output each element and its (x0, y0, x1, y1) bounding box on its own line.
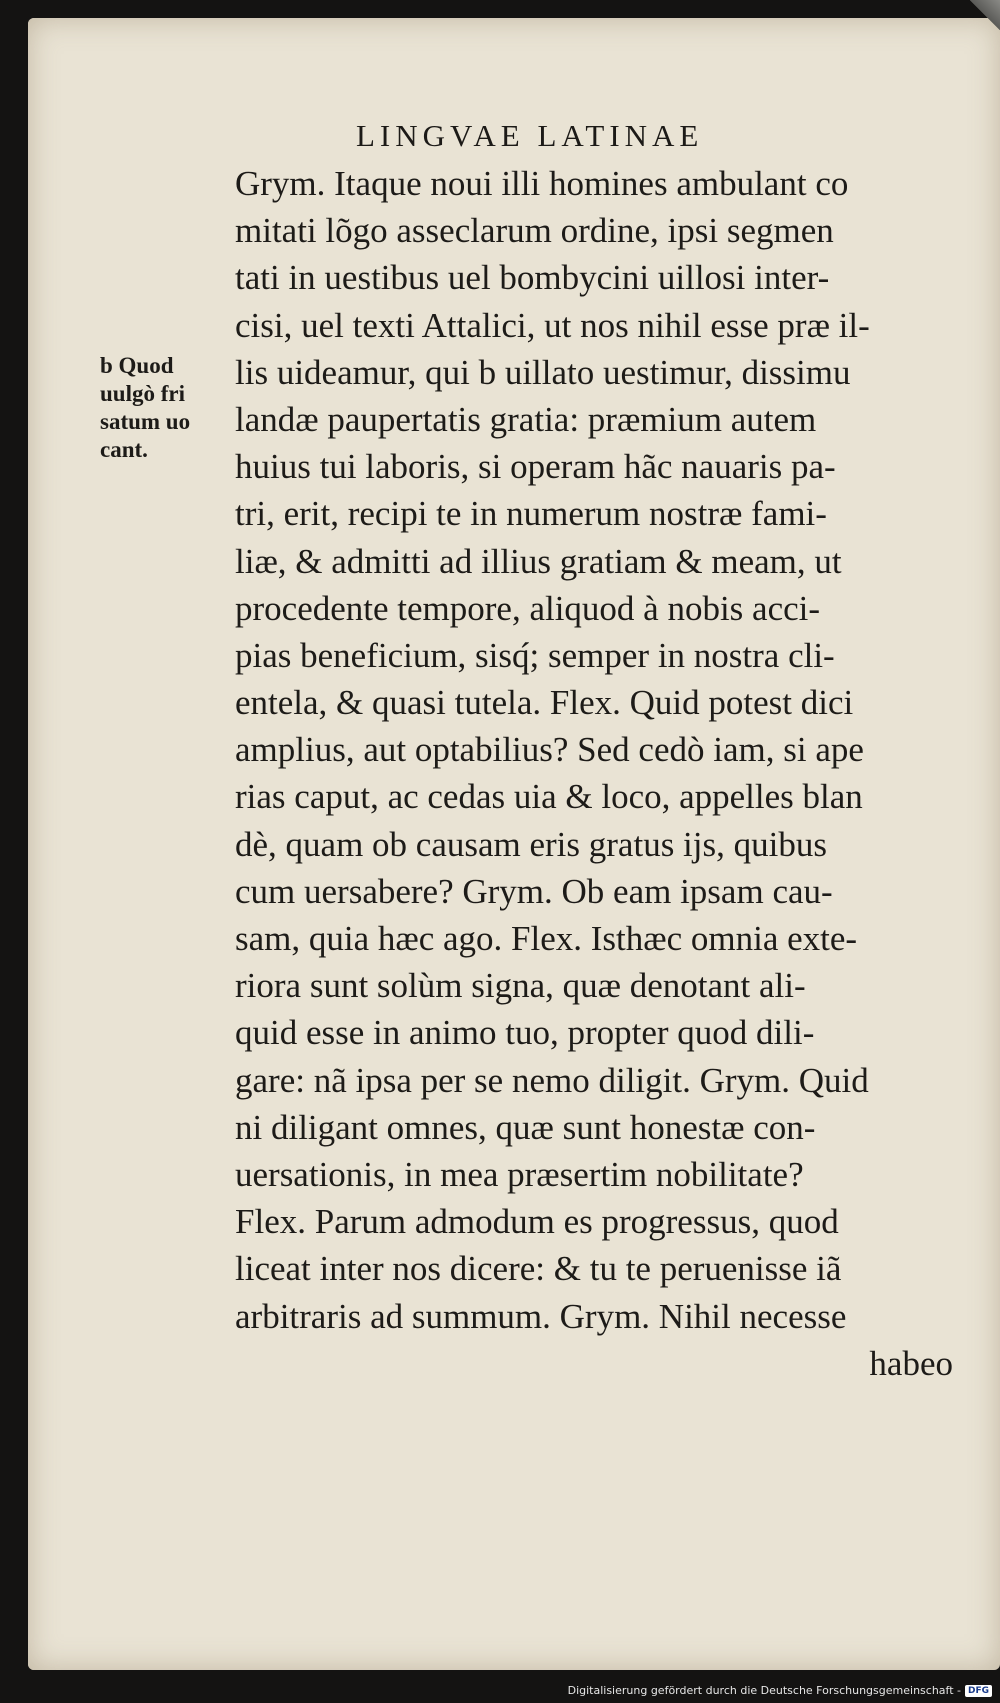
text-line: lis uideamur, qui b uillato uestimur, dissimu (235, 352, 851, 392)
text-line: sam, quia hæc ago. Flex. Isthæc omnia exte- (235, 919, 858, 958)
marginal-note-line: b Quod (100, 353, 174, 378)
text-line: Flex. Parum admodum es progressus, quod (235, 1202, 839, 1242)
text-line: liæ, & admitti ad illius gratiam & meam, ut (235, 541, 842, 581)
marginal-note-line: cant. (100, 437, 148, 462)
text-line: mitati lõgo asseclarum ordine, ipsi segmen (235, 211, 834, 251)
text-line: tri, erit, recipi te in numerum nostræ fami- (235, 494, 827, 534)
text-line: uersationis, in mea præsertim nobilitate? (235, 1154, 804, 1194)
marginal-note-line: satum uo (100, 409, 191, 434)
marginal-note (100, 352, 225, 464)
scan-corner (970, 0, 1000, 30)
catchword: habeo (869, 1343, 953, 1383)
text-line: pias beneficium, sisq́; semper in nostra cli- (235, 635, 835, 675)
text-line: riora sunt solùm signa, quæ denotant ali- (235, 966, 806, 1006)
text-line: liceat inter nos dicere: & tu te peruenisse iã (235, 1249, 842, 1289)
text-line: ni diligant omnes, quæ sunt honestæ con- (235, 1107, 816, 1147)
text-line: dè, quam ob causam eris gratus ijs, quibus (235, 824, 827, 864)
running-head: LINGVAE LATINAE (356, 118, 704, 153)
text-line: cisi, uel texti Attalici, ut nos nihil esse præ il- (235, 305, 870, 345)
text-line: huius tui laboris, si operam hãc nauaris pa- (235, 447, 836, 487)
text-line: rias caput, ac cedas uia & loco, appelles blan (235, 777, 863, 817)
text-line: entela, & quasi tutela. Flex. Quid potest dici (235, 683, 854, 723)
text-line: cum uersabere? Grym. Ob eam ipsam cau- (235, 871, 833, 911)
digitization-footer (568, 1684, 992, 1697)
footer-text: Digitalisierung gefördert durch die Deutsche Forschungsgemeinschaft - (567, 1684, 961, 1697)
marginal-note-line: uulgò fri (100, 381, 185, 406)
text-line: arbitraris ad summum. Grym. Nihil necesse (235, 1296, 847, 1336)
text-line: quid esse in animo tuo, propter quod dili- (235, 1013, 815, 1053)
dfg-logo: DFG (965, 1685, 992, 1697)
text-line: landæ paupertatis gratia: præmium autem (235, 399, 817, 439)
text-line: tati in uestibus uel bombycini uillosi inter- (235, 258, 830, 298)
text-line: procedente tempore, aliquod à nobis acci- (235, 588, 821, 628)
text-line: amplius, aut optabilius? Sed cedò iam, si ape (235, 730, 864, 770)
body-text (235, 160, 955, 1387)
text-line: Grym. Itaque noui illi homines ambulant co (235, 164, 849, 203)
text-line: gare: nã ipsa per se nemo diligit. Grym. Quid (235, 1060, 869, 1100)
